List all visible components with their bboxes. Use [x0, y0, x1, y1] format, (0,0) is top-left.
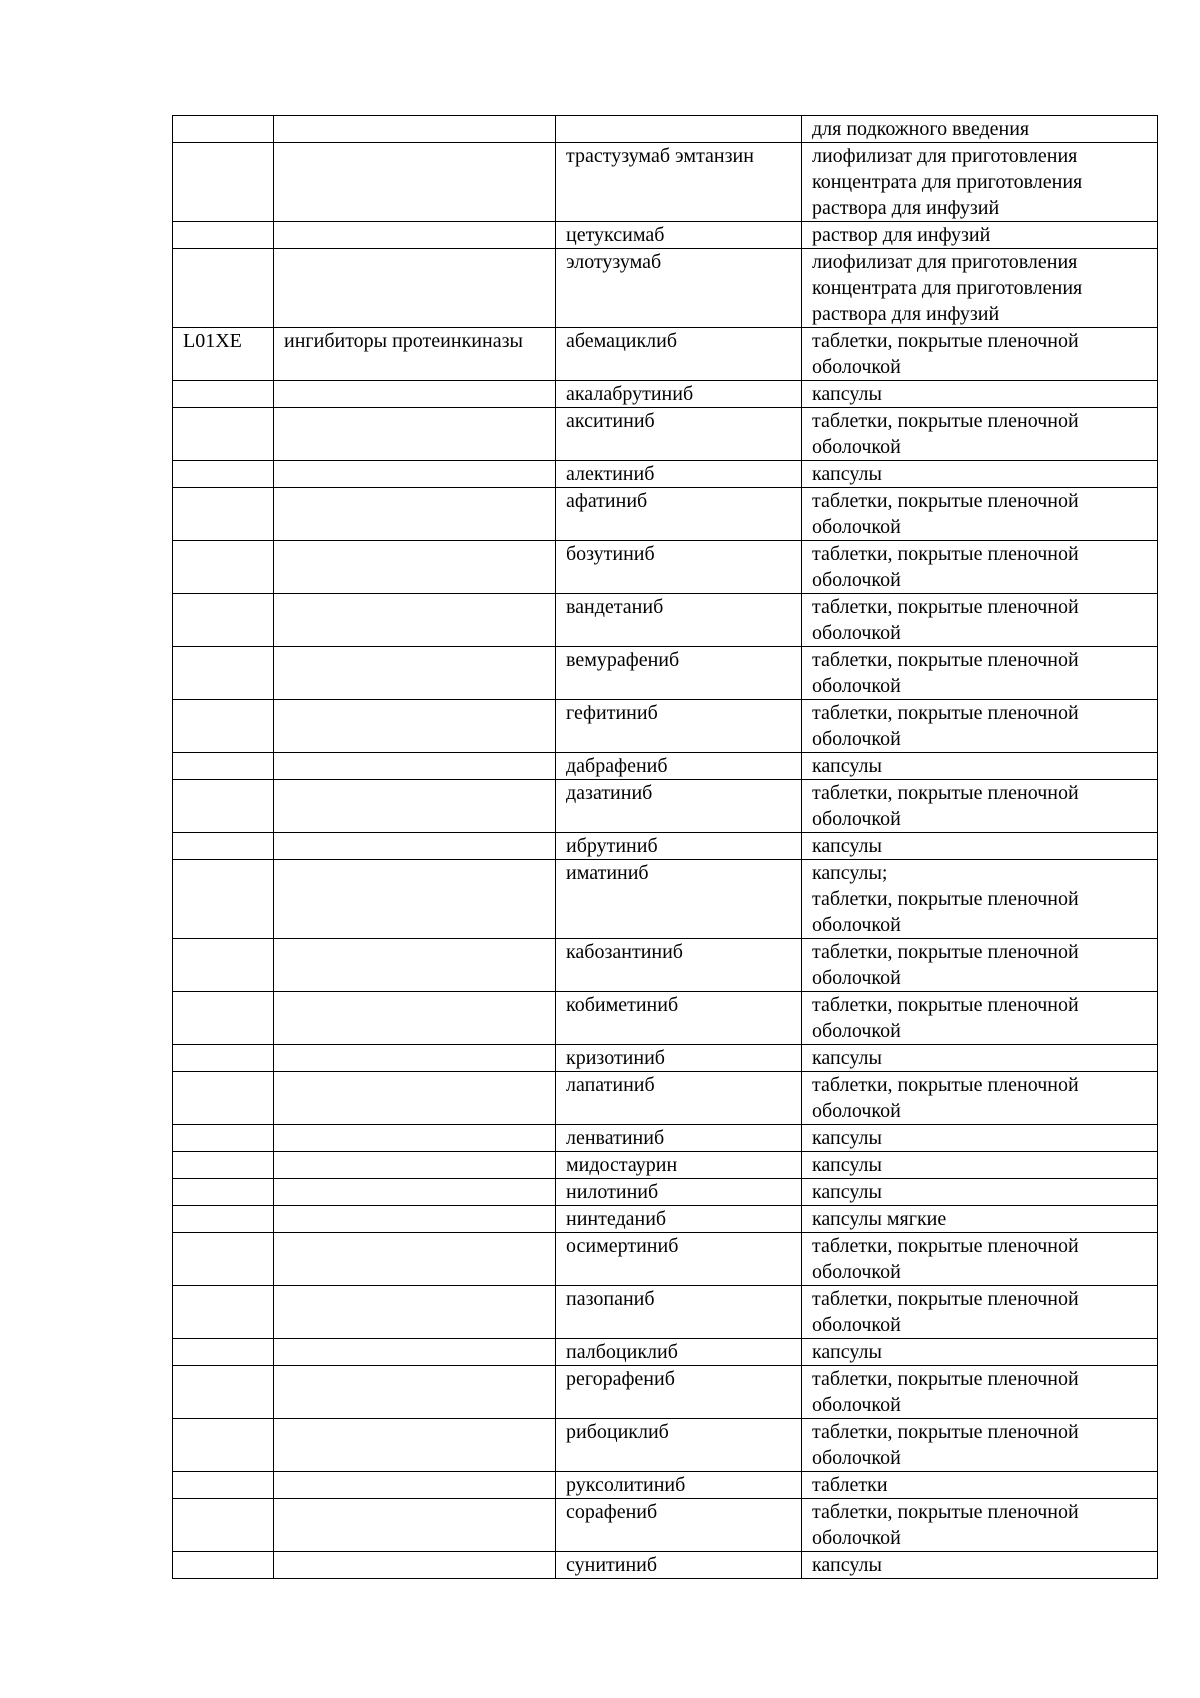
table-body	[173, 116, 1158, 1579]
pharmacological-group-cell	[274, 1552, 556, 1579]
pharmacological-group-cell	[274, 381, 556, 408]
atc-code-cell	[173, 860, 274, 939]
pharmacological-group-cell	[274, 249, 556, 328]
dosage-form-cell: капсулы	[802, 381, 1158, 408]
atc-code-cell	[173, 1233, 274, 1286]
drug-name-cell: акалабрутиниб	[556, 381, 802, 408]
dosage-form-cell: таблетки	[802, 1472, 1158, 1499]
pharmacological-group-cell	[274, 408, 556, 461]
table-row	[173, 647, 1158, 700]
dosage-form-cell: таблетки, покрытые пленочной оболочкой	[802, 328, 1158, 381]
atc-code-cell	[173, 939, 274, 992]
dosage-form-cell: таблетки, покрытые пленочной оболочкой	[802, 1233, 1158, 1286]
atc-code-cell	[173, 1179, 274, 1206]
dosage-form-cell: таблетки, покрытые пленочной оболочкой	[802, 1286, 1158, 1339]
pharmacological-group-cell	[274, 541, 556, 594]
table-row	[173, 939, 1158, 992]
dosage-form-cell: таблетки, покрытые пленочной оболочкой	[802, 992, 1158, 1045]
pharmacological-group-cell: ингибиторы протеинкиназы	[274, 328, 556, 381]
pharmacological-group-cell	[274, 1125, 556, 1152]
drug-name-cell: трастузумаб эмтанзин	[556, 143, 802, 222]
pharmacological-group-cell	[274, 753, 556, 780]
dosage-form-cell: таблетки, покрытые пленочной оболочкой	[802, 1499, 1158, 1552]
drug-name-cell: мидостаурин	[556, 1152, 802, 1179]
dosage-form-cell: капсулы; таблетки, покрытые пленочной оболочкой	[802, 860, 1158, 939]
dosage-form-cell: капсулы	[802, 833, 1158, 860]
atc-code-cell	[173, 594, 274, 647]
dosage-form-cell: капсулы	[802, 1179, 1158, 1206]
table-row	[173, 328, 1158, 381]
pharmacological-group-cell	[274, 1233, 556, 1286]
atc-code-cell	[173, 1286, 274, 1339]
pharmacological-group-cell	[274, 647, 556, 700]
table-row	[173, 1233, 1158, 1286]
atc-code-cell	[173, 488, 274, 541]
pharmacological-group-cell	[274, 222, 556, 249]
dosage-form-cell: таблетки, покрытые пленочной оболочкой	[802, 541, 1158, 594]
atc-code-cell	[173, 1499, 274, 1552]
table-row	[173, 408, 1158, 461]
table-row	[173, 860, 1158, 939]
pharmacological-group-cell	[274, 1179, 556, 1206]
pharmacological-group-cell	[274, 461, 556, 488]
drug-name-cell: акситиниб	[556, 408, 802, 461]
dosage-form-cell: для подкожного введения	[802, 116, 1158, 143]
dosage-form-cell: таблетки, покрытые пленочной оболочкой	[802, 700, 1158, 753]
pharmacological-group-cell	[274, 1339, 556, 1366]
dosage-form-cell: капсулы	[802, 1045, 1158, 1072]
drug-name-cell: элотузумаб	[556, 249, 802, 328]
pharmacological-group-cell	[274, 594, 556, 647]
drug-name-cell: рибоциклиб	[556, 1419, 802, 1472]
pharmacological-group-cell	[274, 116, 556, 143]
atc-code-cell	[173, 1552, 274, 1579]
atc-code-cell	[173, 992, 274, 1045]
drug-name-cell: абемациклиб	[556, 328, 802, 381]
dosage-form-cell: таблетки, покрытые пленочной оболочкой	[802, 594, 1158, 647]
atc-code-cell	[173, 1472, 274, 1499]
table-row	[173, 488, 1158, 541]
atc-code-cell	[173, 249, 274, 328]
drug-name-cell: руксолитиниб	[556, 1472, 802, 1499]
drug-name-cell: дазатиниб	[556, 780, 802, 833]
drug-name-cell: лапатиниб	[556, 1072, 802, 1125]
table-row	[173, 1125, 1158, 1152]
drug-name-cell: палбоциклиб	[556, 1339, 802, 1366]
table-row	[173, 1366, 1158, 1419]
table-row	[173, 753, 1158, 780]
atc-code-cell	[173, 116, 274, 143]
pharmacological-group-cell	[274, 1499, 556, 1552]
drug-name-cell: осимертиниб	[556, 1233, 802, 1286]
table-row	[173, 249, 1158, 328]
drug-name-cell: гефитиниб	[556, 700, 802, 753]
table-row	[173, 541, 1158, 594]
dosage-form-cell: таблетки, покрытые пленочной оболочкой	[802, 1072, 1158, 1125]
dosage-form-cell: капсулы	[802, 1125, 1158, 1152]
drug-name-cell	[556, 116, 802, 143]
atc-code-cell	[173, 143, 274, 222]
pharmacological-group-cell	[274, 1286, 556, 1339]
atc-code-cell	[173, 833, 274, 860]
table-row	[173, 594, 1158, 647]
atc-code-cell	[173, 541, 274, 594]
dosage-form-cell: капсулы	[802, 1552, 1158, 1579]
table-row	[173, 1045, 1158, 1072]
pharmacological-group-cell	[274, 833, 556, 860]
pharmacological-group-cell	[274, 780, 556, 833]
dosage-form-cell: таблетки, покрытые пленочной оболочкой	[802, 780, 1158, 833]
dosage-form-cell: капсулы	[802, 1152, 1158, 1179]
atc-code-cell	[173, 1125, 274, 1152]
atc-code-cell	[173, 1419, 274, 1472]
dosage-form-cell: капсулы	[802, 1339, 1158, 1366]
dosage-form-cell: таблетки, покрытые пленочной оболочкой	[802, 488, 1158, 541]
atc-code-cell	[173, 1206, 274, 1233]
table-row	[173, 1419, 1158, 1472]
pharmacological-group-cell	[274, 860, 556, 939]
table-row	[173, 992, 1158, 1045]
table-row	[173, 1179, 1158, 1206]
pharmacological-group-cell	[274, 1152, 556, 1179]
atc-code-cell	[173, 1072, 274, 1125]
atc-code-cell	[173, 222, 274, 249]
dosage-form-cell: таблетки, покрытые пленочной оболочкой	[802, 1366, 1158, 1419]
drug-name-cell: пазопаниб	[556, 1286, 802, 1339]
table-row	[173, 833, 1158, 860]
atc-code-cell	[173, 381, 274, 408]
table-row	[173, 1152, 1158, 1179]
table-row	[173, 381, 1158, 408]
atc-code-cell	[173, 1366, 274, 1419]
drug-name-cell: кобиметиниб	[556, 992, 802, 1045]
atc-code-cell	[173, 1152, 274, 1179]
drug-name-cell: иматиниб	[556, 860, 802, 939]
drug-name-cell: регорафениб	[556, 1366, 802, 1419]
drug-name-cell: ленватиниб	[556, 1125, 802, 1152]
table-row	[173, 1206, 1158, 1233]
pharmacological-group-cell	[274, 1072, 556, 1125]
drug-name-cell: афатиниб	[556, 488, 802, 541]
table-row	[173, 461, 1158, 488]
table-row	[173, 143, 1158, 222]
drug-name-cell: кризотиниб	[556, 1045, 802, 1072]
drug-name-cell: сунитиниб	[556, 1552, 802, 1579]
dosage-form-cell: капсулы	[802, 753, 1158, 780]
atc-code-cell	[173, 647, 274, 700]
drug-name-cell: нинтеданиб	[556, 1206, 802, 1233]
pharmacological-group-cell	[274, 1419, 556, 1472]
pharmacological-group-cell	[274, 1045, 556, 1072]
dosage-form-cell: таблетки, покрытые пленочной оболочкой	[802, 1419, 1158, 1472]
drug-name-cell: ибрутиниб	[556, 833, 802, 860]
dosage-form-cell: капсулы мягкие	[802, 1206, 1158, 1233]
pharmacological-group-cell	[274, 939, 556, 992]
atc-code-cell	[173, 753, 274, 780]
atc-code-cell	[173, 700, 274, 753]
drug-name-cell: нилотиниб	[556, 1179, 802, 1206]
dosage-form-cell: таблетки, покрытые пленочной оболочкой	[802, 939, 1158, 992]
pharmacological-group-cell	[274, 1366, 556, 1419]
dosage-form-cell: таблетки, покрытые пленочной оболочкой	[802, 647, 1158, 700]
pharmacological-group-cell	[274, 1206, 556, 1233]
dosage-form-cell: таблетки, покрытые пленочной оболочкой	[802, 408, 1158, 461]
table-row	[173, 700, 1158, 753]
table-row	[173, 1286, 1158, 1339]
pharmacological-group-cell	[274, 992, 556, 1045]
drug-name-cell: вемурафениб	[556, 647, 802, 700]
pharmacological-group-cell	[274, 143, 556, 222]
atc-code-cell	[173, 408, 274, 461]
drug-name-cell: сорафениб	[556, 1499, 802, 1552]
atc-code-cell: L01XE	[173, 328, 274, 381]
drug-name-cell: цетуксимаб	[556, 222, 802, 249]
pharmacological-group-cell	[274, 488, 556, 541]
atc-code-cell	[173, 1045, 274, 1072]
table-row	[173, 1339, 1158, 1366]
atc-code-cell	[173, 780, 274, 833]
pharmacological-group-cell	[274, 1472, 556, 1499]
atc-code-cell	[173, 461, 274, 488]
drug-name-cell: кабозантиниб	[556, 939, 802, 992]
drug-name-cell: алектиниб	[556, 461, 802, 488]
table-row	[173, 1472, 1158, 1499]
dosage-form-cell: раствор для инфузий	[802, 222, 1158, 249]
drug-name-cell: дабрафениб	[556, 753, 802, 780]
table-row	[173, 1072, 1158, 1125]
table-row	[173, 116, 1158, 143]
table-row	[173, 1552, 1158, 1579]
table-row	[173, 222, 1158, 249]
atc-code-cell	[173, 1339, 274, 1366]
table-row	[173, 1499, 1158, 1552]
dosage-form-cell: лиофилизат для приготовления концентрата для приготовления раствора для инфузий	[802, 143, 1158, 222]
drug-name-cell: бозутиниб	[556, 541, 802, 594]
drug-table	[172, 115, 1158, 1579]
pharmacological-group-cell	[274, 700, 556, 753]
drug-name-cell: вандетаниб	[556, 594, 802, 647]
dosage-form-cell: лиофилизат для приготовления концентрата для приготовления раствора для инфузий	[802, 249, 1158, 328]
table-row	[173, 780, 1158, 833]
dosage-form-cell: капсулы	[802, 461, 1158, 488]
